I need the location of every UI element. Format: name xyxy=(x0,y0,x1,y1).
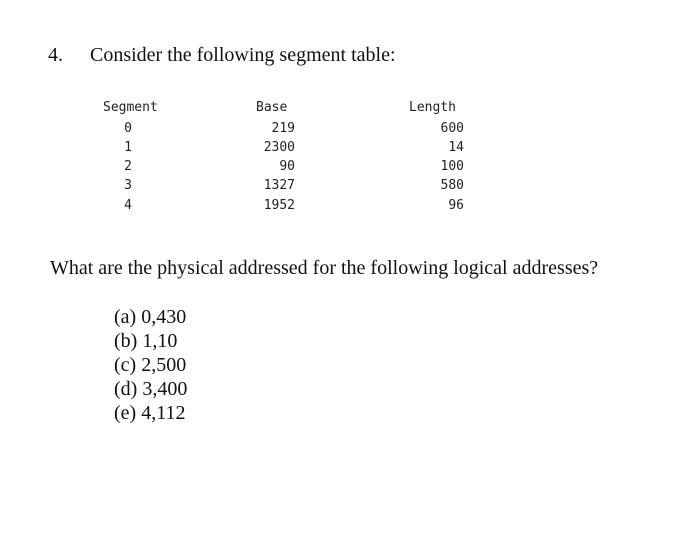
cell-base: 1952 xyxy=(263,198,295,213)
sub-question: What are the physical addressed for the following logical addresses? xyxy=(50,257,599,279)
cell-length: 580 xyxy=(440,178,464,193)
option-d: (d) 3,400 xyxy=(114,378,188,400)
cell-base: 2300 xyxy=(263,140,295,155)
cell-length: 96 xyxy=(448,198,464,213)
option-c: (c) 2,500 xyxy=(114,354,187,376)
table-row xyxy=(0,178,684,197)
header-length: Length xyxy=(409,100,456,115)
header-base: Base xyxy=(256,100,288,115)
cell-length: 600 xyxy=(440,121,464,136)
table-row xyxy=(0,140,684,159)
cell-base: 219 xyxy=(271,121,295,136)
table-row xyxy=(0,121,684,140)
options-list xyxy=(114,305,187,425)
cell-length: 100 xyxy=(440,159,464,174)
cell-segment: 1 xyxy=(124,140,132,155)
option-e: (e) 4,112 xyxy=(114,402,186,424)
question-number: 4. xyxy=(48,44,63,66)
cell-segment: 0 xyxy=(124,121,132,136)
cell-segment: 3 xyxy=(124,178,132,193)
cell-segment: 4 xyxy=(124,198,132,213)
cell-base: 1327 xyxy=(263,178,295,193)
option-a: (a) 0,430 xyxy=(114,306,187,328)
table-row xyxy=(0,159,684,178)
table-row xyxy=(0,198,684,217)
cell-length: 14 xyxy=(448,140,464,155)
header-segment: Segment xyxy=(103,100,158,115)
option-b: (b) 1,10 xyxy=(114,330,178,352)
cell-segment: 2 xyxy=(124,159,132,174)
cell-base: 90 xyxy=(279,159,295,174)
question-text: Consider the following segment table: xyxy=(90,44,396,66)
